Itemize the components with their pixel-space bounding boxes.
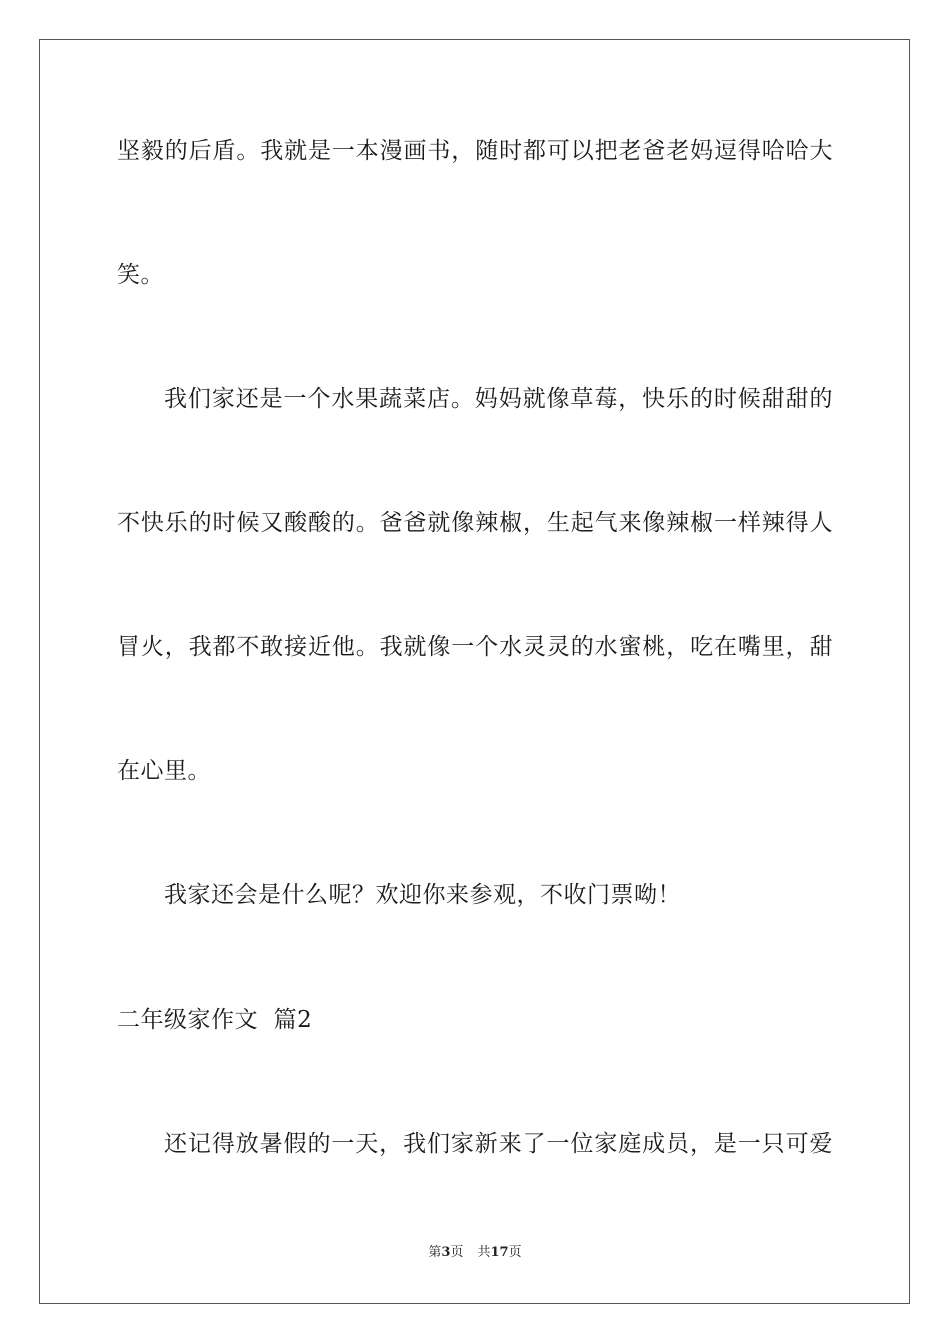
page-border <box>39 39 910 1304</box>
total-pages: 17 <box>490 1245 509 1260</box>
page-label-prefix: 第 <box>428 1245 442 1260</box>
paragraph-first-line: 还记得放暑假的一天，我们家新来了一位家庭成员，是一只可爱 <box>164 1131 833 1157</box>
text-line: 坚毅的后盾。我就是一本漫画书，随时都可以把老爸老妈逗得哈哈大 <box>117 138 833 164</box>
page-footer <box>0 1244 950 1262</box>
text-line: 冒火，我都不敢接近他。我就像一个水灵灵的水蜜桃，吃在嘴里，甜 <box>117 634 833 660</box>
section-heading: 二年级家作文 篇2 <box>117 1007 313 1033</box>
text-line: 在心里。 <box>117 758 211 784</box>
text-line: 笑。 <box>117 262 164 288</box>
text-line: 不快乐的时候又酸酸的。爸爸就像辣椒，生起气来像辣椒一样辣得人 <box>117 510 833 536</box>
paragraph-first-line: 我家还会是什么呢？欢迎你来参观，不收门票呦！ <box>164 882 681 908</box>
page-number: 3 <box>441 1245 451 1260</box>
total-label-prefix: 共 <box>477 1245 491 1260</box>
paragraph-first-line: 我们家还是一个水果蔬菜店。妈妈就像草莓，快乐的时候甜甜的 <box>164 386 833 412</box>
page-label-suffix: 页 <box>450 1245 464 1260</box>
total-label-suffix: 页 <box>508 1245 522 1260</box>
